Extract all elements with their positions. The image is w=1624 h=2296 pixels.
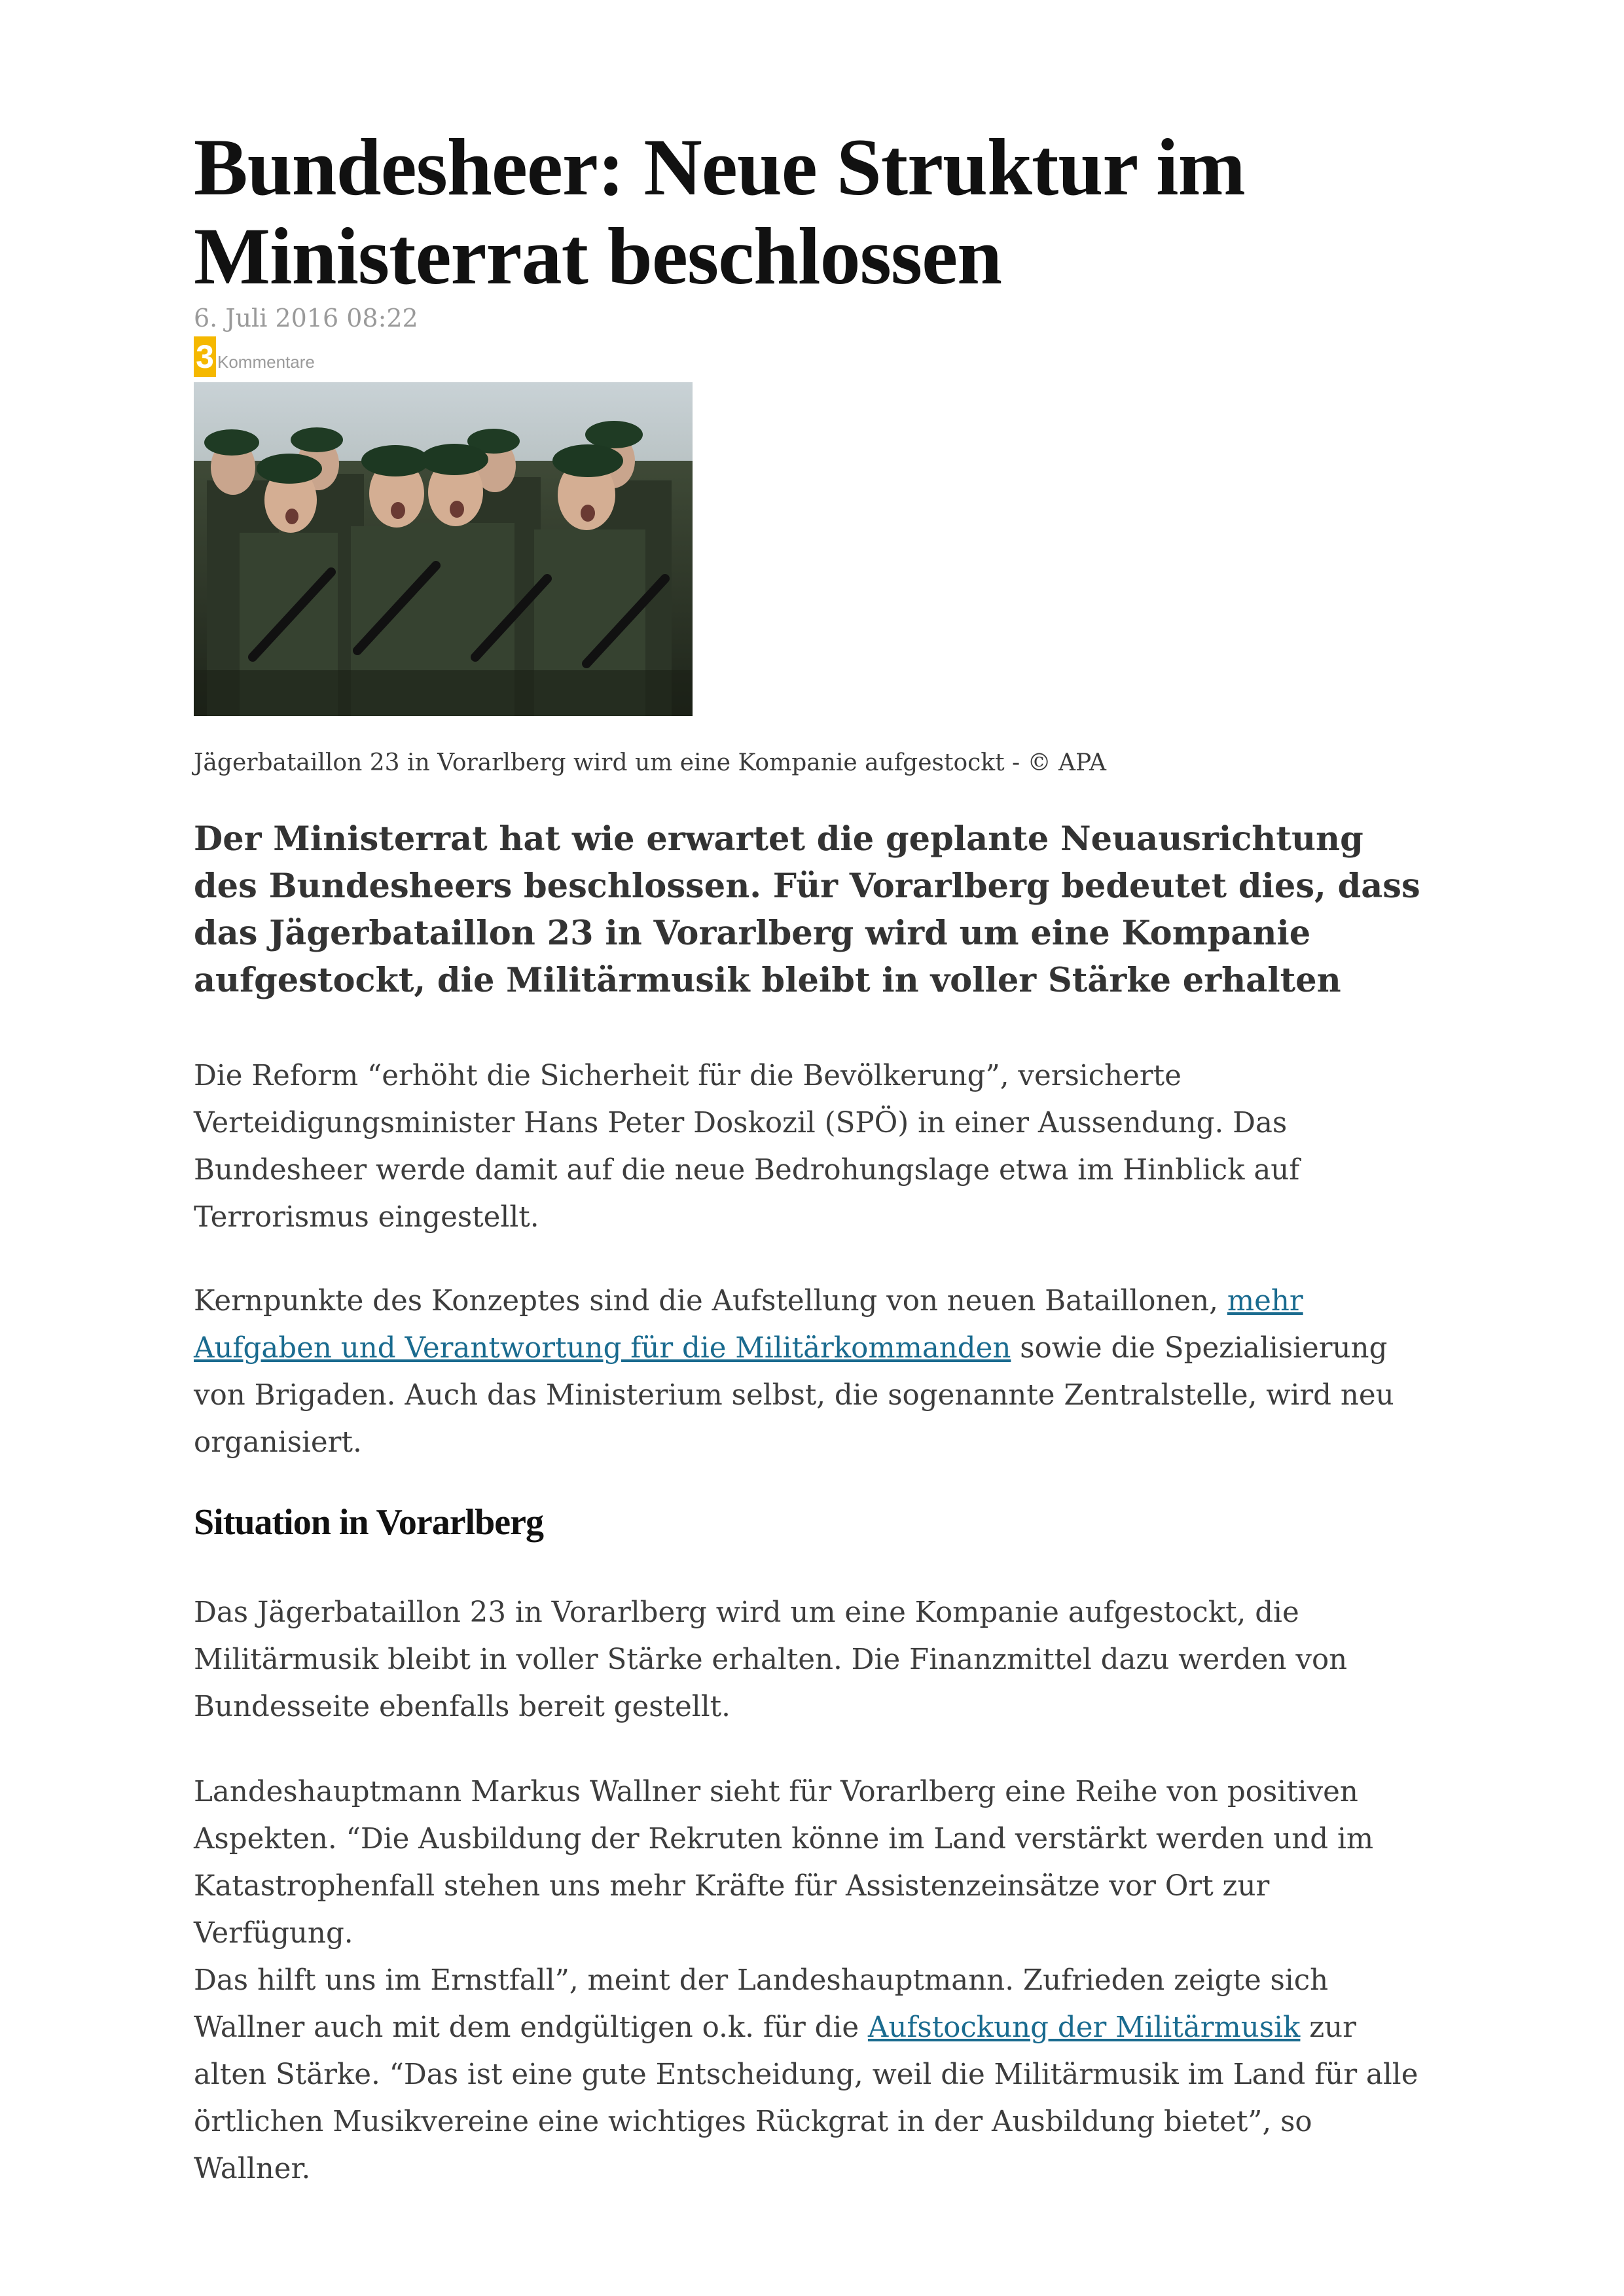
- section-heading: Situation in Vorarlberg: [194, 1502, 543, 1543]
- paragraph-line: organisiert.: [194, 1426, 362, 1459]
- paragraph-line: Die Reform “erhöht die Sicherheit für die Bevölkerung”, versicherte: [194, 1060, 1182, 1092]
- article-date: 6. Juli 2016 08:22: [194, 304, 418, 332]
- comment-label[interactable]: Kommentare: [217, 352, 315, 372]
- link-aufstockung-militaermusik[interactable]: Aufstockung der Militärmusik: [867, 2011, 1301, 2044]
- paragraph-line: Aspekten. “Die Ausbildung der Rekruten könne im Land verstärkt werden und im: [194, 1823, 1374, 1856]
- paragraph-line: Katastrophenfall stehen uns mehr Kräfte für Assistenzeinsätze vor Ort zur Verfügung.: [194, 1870, 1270, 1950]
- paragraph-line: alten Stärke. “Das ist eine gute Entscheidung, weil die Militärmusik im Land für alle: [194, 2058, 1418, 2091]
- paragraph-kernpunkte: [194, 1278, 1437, 1466]
- paragraph-line: Bundesheer werde damit auf die neue Bedrohungslage etwa im Hinblick auf: [194, 1154, 1300, 1187]
- paragraph-vorarlberg: [194, 1589, 1437, 1731]
- paragraph-line: Landeshauptmann Markus Wallner sieht für Vorarlberg eine Reihe von positiven: [194, 1776, 1358, 1808]
- headline-line-1: Bundesheer: Neue Struktur im: [194, 122, 1245, 212]
- lead-line: das Jägerbataillon 23 in Vorarlberg wird um eine Kompanie: [194, 914, 1311, 953]
- article-photo: [194, 382, 693, 716]
- paragraph-line: Militärmusik bleibt in voller Stärke erhalten. Die Finanzmittel dazu werden von: [194, 1643, 1348, 1676]
- headline-line-2: Ministerrat beschlossen: [194, 211, 1002, 301]
- lead-line: aufgestockt, die Militärmusik bleibt in voller Stärke erhalten: [194, 961, 1341, 1000]
- paragraph-reform: [194, 1052, 1437, 1241]
- lead-line: Der Ministerrat hat wie erwartet die geplante Neuausrichtung: [194, 819, 1363, 859]
- article-headline: [194, 123, 1437, 301]
- paragraph-line: Das Jägerbataillon 23 in Vorarlberg wird um eine Kompanie aufgestockt, die: [194, 1596, 1299, 1629]
- paragraph-line: Das hilft uns im Ernstfall”, meint der Landeshauptmann. Zufrieden zeigte sich: [194, 1964, 1329, 1997]
- link-mehr-aufgaben[interactable]: mehr: [1227, 1285, 1303, 1318]
- paragraph-text: Kernpunkte des Konzeptes sind die Aufstellung von neuen Bataillonen,: [194, 1285, 1227, 1318]
- soldiers-illustration: [194, 382, 693, 716]
- paragraph-line: örtlichen Musikvereine eine wichtiges Rückgrat in der Ausbildung bietet”, so Wallner.: [194, 2106, 1312, 2185]
- paragraph-wallner: [194, 1768, 1437, 2193]
- lead-line: des Bundesheers beschlossen. Für Vorarlberg bedeutet dies, dass: [194, 867, 1420, 906]
- paragraph-text: zur: [1300, 2011, 1356, 2044]
- paragraph-line: Bundesseite ebenfalls bereit gestellt.: [194, 1691, 731, 1723]
- comments-link[interactable]: [194, 336, 315, 377]
- article-lead: [194, 816, 1437, 1004]
- paragraph-line: Verteidigungsminister Hans Peter Doskozil (SPÖ) in einer Aussendung. Das: [194, 1107, 1288, 1139]
- comment-count-badge[interactable]: 3: [194, 336, 216, 377]
- photo-caption: Jägerbataillon 23 in Vorarlberg wird um eine Kompanie aufgestockt - © APA: [194, 749, 1106, 776]
- paragraph-line: von Brigaden. Auch das Ministerium selbst, die sogenannte Zentralstelle, wird neu: [194, 1379, 1394, 1412]
- paragraph-line: Terrorismus eingestellt.: [194, 1201, 539, 1234]
- link-aufgaben-militaerkommanden[interactable]: Aufgaben und Verantwortung für die Militärkommanden: [194, 1332, 1011, 1365]
- paragraph-text: Wallner auch mit dem endgültigen o.k. für die: [194, 2011, 868, 2044]
- paragraph-text: sowie die Spezialisierung: [1011, 1332, 1388, 1365]
